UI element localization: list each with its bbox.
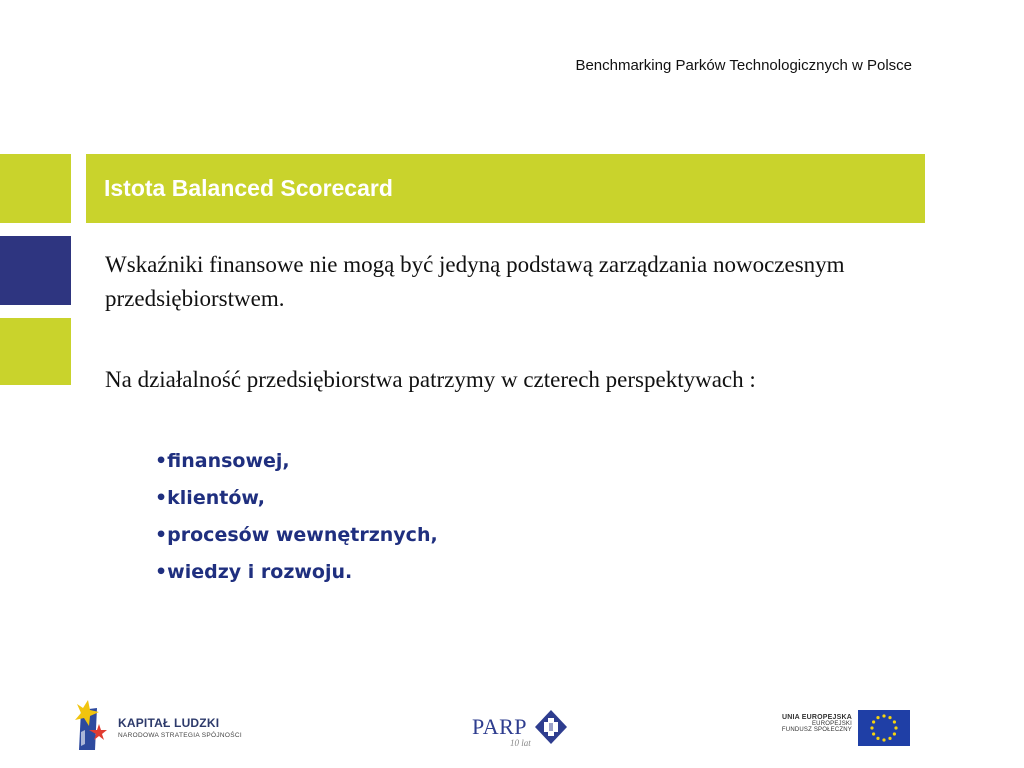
bullet-marker: • xyxy=(155,487,168,509)
eu-flag-icon xyxy=(858,710,910,746)
side-accent-block-green-top xyxy=(0,154,71,223)
bullet-marker: • xyxy=(155,450,168,472)
list-item-text: klientów, xyxy=(167,487,265,509)
list-item xyxy=(155,443,438,480)
bullet-marker: • xyxy=(155,561,168,583)
eu-line-3: FUNDUSZ SPOŁECZNY xyxy=(781,727,852,733)
eu-line-2: EUROPEJSKI xyxy=(811,721,852,727)
body-paragraph-2: Na działalność przedsiębiorstwa patrzymy w czterech perspektywach : xyxy=(105,367,756,392)
slide-title-bar xyxy=(86,154,925,223)
parp-name: PARP xyxy=(472,714,528,739)
bullet-marker: • xyxy=(155,524,168,546)
parp-logo xyxy=(472,710,572,750)
parp-emblem-icon xyxy=(535,710,567,744)
kapital-ludzki-logo xyxy=(75,700,245,752)
eu-social-fund-logo xyxy=(780,710,910,746)
side-accent-block-green-bottom xyxy=(0,318,71,385)
list-item-text: procesów wewnętrznych, xyxy=(167,524,438,546)
list-item-text: wiedzy i rozwoju. xyxy=(167,561,353,583)
parp-subtitle: 10 lat xyxy=(510,738,531,748)
list-item xyxy=(155,517,438,554)
kapital-ludzki-subtitle: NARODOWA STRATEGIA SPÓJNOŚCI xyxy=(118,732,242,739)
kapital-ludzki-star-icon xyxy=(75,700,115,752)
perspectives-list xyxy=(155,443,438,591)
body-paragraph-1: Wskaźniki finansowe nie mogą być jedyną podstawą zarządzania nowoczesnym przedsiębiorstwem. xyxy=(105,252,845,311)
eu-line-1: UNIA EUROPEJSKA xyxy=(781,714,852,721)
slide-title: Istota Balanced Scorecard xyxy=(104,175,393,201)
list-item xyxy=(155,480,438,517)
list-item xyxy=(155,554,438,591)
list-item-text: finansowej, xyxy=(167,450,290,472)
side-accent-block-navy xyxy=(0,236,71,305)
presentation-header-title: Benchmarking Parków Technologicznych w Polsce xyxy=(575,57,912,74)
kapital-ludzki-name: KAPITAŁ LUDZKI xyxy=(118,716,220,730)
